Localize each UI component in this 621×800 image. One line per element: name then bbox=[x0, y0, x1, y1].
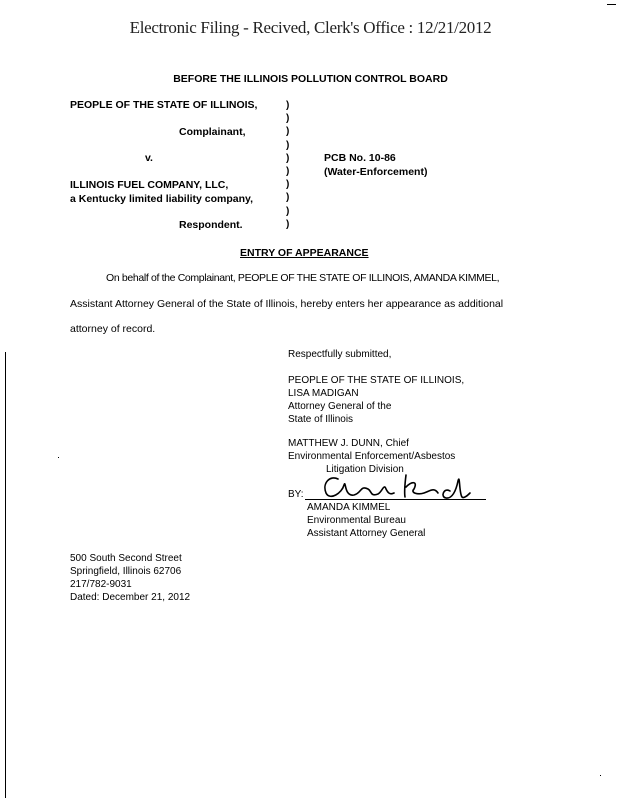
plaintiff-name: PEOPLE OF THE STATE OF ILLINOIS, bbox=[70, 99, 258, 111]
scan-speck-2 bbox=[600, 775, 601, 776]
party-name: PEOPLE OF THE STATE OF ILLINOIS, bbox=[288, 375, 465, 386]
ag-title-line-2: State of Illinois bbox=[288, 414, 354, 425]
body-line-1: On behalf of the Complainant, PEOPLE OF THE STATE OF ILLINOIS, AMANDA KIMMEL, bbox=[106, 272, 500, 284]
document-title: ENTRY OF APPEARANCE bbox=[240, 247, 369, 259]
division-line-2: Litigation Division bbox=[326, 464, 404, 475]
signature-line bbox=[305, 499, 486, 500]
signer-title: Assistant Attorney General bbox=[307, 528, 426, 539]
case-number: PCB No. 10-86 bbox=[324, 152, 396, 164]
defendant-description: a Kentucky limited liability company, bbox=[70, 193, 254, 205]
chief-name: MATTHEW J. DUNN, Chief bbox=[288, 438, 409, 449]
attorney-general-name: LISA MADIGAN bbox=[288, 388, 359, 399]
address-street: 500 South Second Street bbox=[70, 553, 182, 564]
signer-bureau: Environmental Bureau bbox=[307, 515, 406, 526]
body-line-2: Assistant Attorney General of the State of Illinois, hereby enters her appearance as additional bbox=[70, 298, 504, 310]
body-line-3: attorney of record. bbox=[70, 323, 156, 335]
scan-mark-top bbox=[607, 4, 616, 5]
caption-parentheses: ) ) ) ) ) ) ) ) ) ) bbox=[286, 100, 290, 230]
closing-text: Respectfully submitted, bbox=[288, 349, 392, 360]
division-line-1: Environmental Enforcement/Asbestos bbox=[288, 451, 456, 462]
address-dated: Dated: December 21, 2012 bbox=[70, 592, 191, 603]
versus-label: v. bbox=[145, 152, 153, 164]
filing-stamp: Electronic Filing - Recived, Clerk's Office : 12/21/2012 bbox=[129, 18, 492, 37]
handwritten-signature bbox=[310, 467, 480, 507]
case-type: (Water-Enforcement) bbox=[324, 166, 428, 178]
defendant-role: Respondent. bbox=[179, 219, 243, 231]
address-city: Springfield, Illinois 62706 bbox=[70, 566, 182, 577]
signer-name: AMANDA KIMMEL bbox=[307, 502, 391, 513]
defendant-name: ILLINOIS FUEL COMPANY, LLC, bbox=[70, 179, 229, 191]
ag-title-line-1: Attorney General of the bbox=[288, 401, 392, 412]
address-phone: 217/782-9031 bbox=[70, 579, 132, 590]
by-label: BY: bbox=[288, 489, 304, 500]
scan-margin-line bbox=[5, 352, 6, 798]
plaintiff-role: Complainant, bbox=[179, 126, 246, 138]
scan-speck-1 bbox=[58, 457, 59, 458]
board-title: BEFORE THE ILLINOIS POLLUTION CONTROL BOARD bbox=[173, 73, 448, 85]
